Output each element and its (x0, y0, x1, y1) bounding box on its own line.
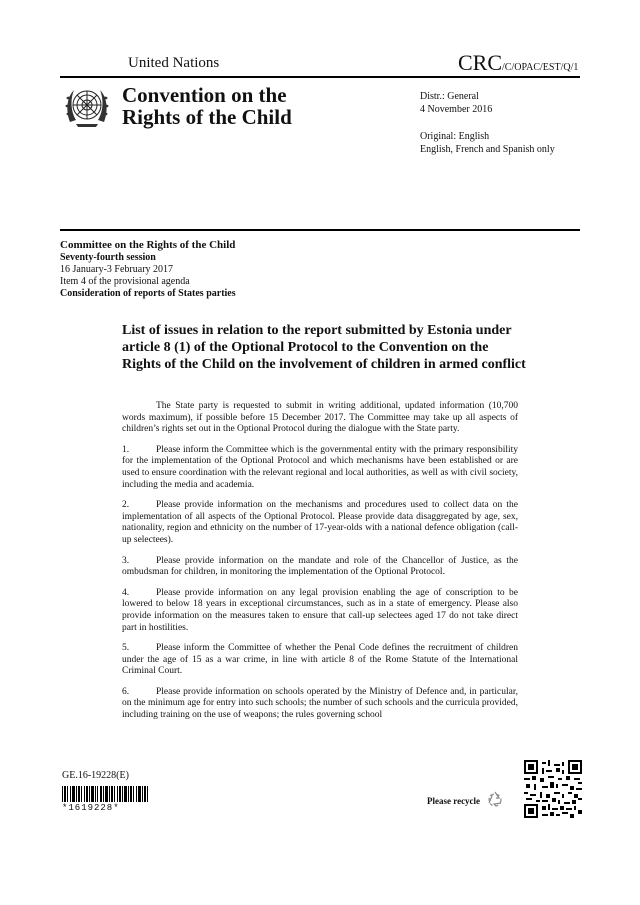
paragraph-number: 6. (122, 686, 130, 697)
ge-code: GE.16-19228(E) (62, 770, 129, 781)
session-dates: 16 January-3 February 2017 (60, 264, 174, 275)
languages: English, French and Spanish only (420, 143, 555, 155)
convention-title-line2: Rights of the Child (122, 105, 292, 129)
paragraph-text: Please provide information on schools operated by the Ministry of Defence and, in particular, on the minimum age for entry into such schools; the number of such schools and the curricula provided, including training on the use of weapons; the rules governing school (122, 686, 518, 721)
paragraph-text: Please provide information on the mechanisms and procedures used to collect data on the implementation of all aspects of the Optional Protocol. Please provide data disaggregated by age, sex, nationality, region and ethnicity on the number of 17-year-olds with a national defence obligation (call-up selectees). (122, 500, 518, 545)
qr-code-icon (524, 760, 582, 818)
committee-name: Committee on the Rights of the Child (60, 239, 236, 251)
document-symbol (458, 50, 578, 76)
issue-date: 4 November 2016 (420, 103, 493, 115)
barcode-number: *1619228* (62, 803, 120, 813)
un-name: United Nations (128, 55, 220, 71)
distribution-block (420, 91, 492, 116)
convention-title-line1: Convention on the (122, 83, 287, 107)
paragraph-number: 5. (122, 643, 130, 654)
distribution: Distr.: General (420, 91, 479, 102)
document-title: List of issues in relation to the report submitted by Estonia under article 8 (1) of the Optional Protocol to the Convention on the Rights of the Child on the involvement of children in armed conflict (122, 323, 526, 372)
paragraph-text: Please provide information on any legal provision enabling the age of conscription to be lowered to below 18 years in exceptional circumstances, such as in a state of emergency. Please also provide information on the measures taken to ensure that call-up selectees aged 17 do not take direct part in hostilities. (122, 587, 518, 633)
paragraph (122, 643, 518, 678)
paragraph-number: 2. (122, 500, 130, 511)
recycle-icon (486, 790, 504, 808)
paragraph-text: Please provide information on the mandate and role of the Chancellor of Justice, as the ombudsman for children, in monitoring the implementation of the Optional Protocol. (122, 555, 518, 578)
barcode-icon (62, 786, 148, 802)
convention-title (122, 84, 292, 128)
paragraph (122, 588, 518, 634)
committee-block (60, 238, 236, 300)
header-rule (60, 76, 580, 78)
document-body (122, 401, 518, 731)
paragraph-number: 4. (122, 587, 130, 598)
section-rule (60, 229, 580, 231)
language-block (420, 131, 555, 156)
paragraph-text: Please inform the Committee of whether the Penal Code defines the recruitment of children under the age of 15 as a war crime, in line with article 8 of the Rome Statute of the International Criminal Court. (122, 643, 518, 677)
paragraph (122, 500, 518, 546)
symbol-rest: /C/OPAC/EST/Q/1 (502, 62, 579, 73)
paragraph (122, 556, 518, 579)
original-language: Original: English (420, 131, 490, 142)
paragraph-number: 1. (122, 444, 130, 455)
session: Seventy-fourth session (60, 252, 156, 263)
paragraph-text: Please inform the Committee which is the governmental entity with the primary responsibility for the implementation of the Optional Protocol and which mechanisms have been established or are used to ensure coordination with the relevant regional and local authorities, as well as with civil society, including the media and academia. (122, 444, 518, 490)
agenda-consideration: Consideration of reports of States parties (60, 288, 236, 299)
un-emblem-icon (62, 84, 112, 130)
recycle-text: Please recycle (427, 796, 481, 806)
symbol-main: CRC (458, 50, 503, 75)
agenda-item: Item 4 of the provisional agenda (60, 276, 190, 287)
paragraph-number: 3. (122, 555, 130, 566)
paragraph (122, 687, 518, 722)
paragraph (122, 445, 518, 491)
intro-paragraph: The State party is requested to submit in writing additional, updated information (10,700 words maximum), if possible before 15 December 2017. The Committee may take up all aspects of children’s rights set out in the Optional Protocol during the dialogue with the State party. (122, 401, 518, 435)
